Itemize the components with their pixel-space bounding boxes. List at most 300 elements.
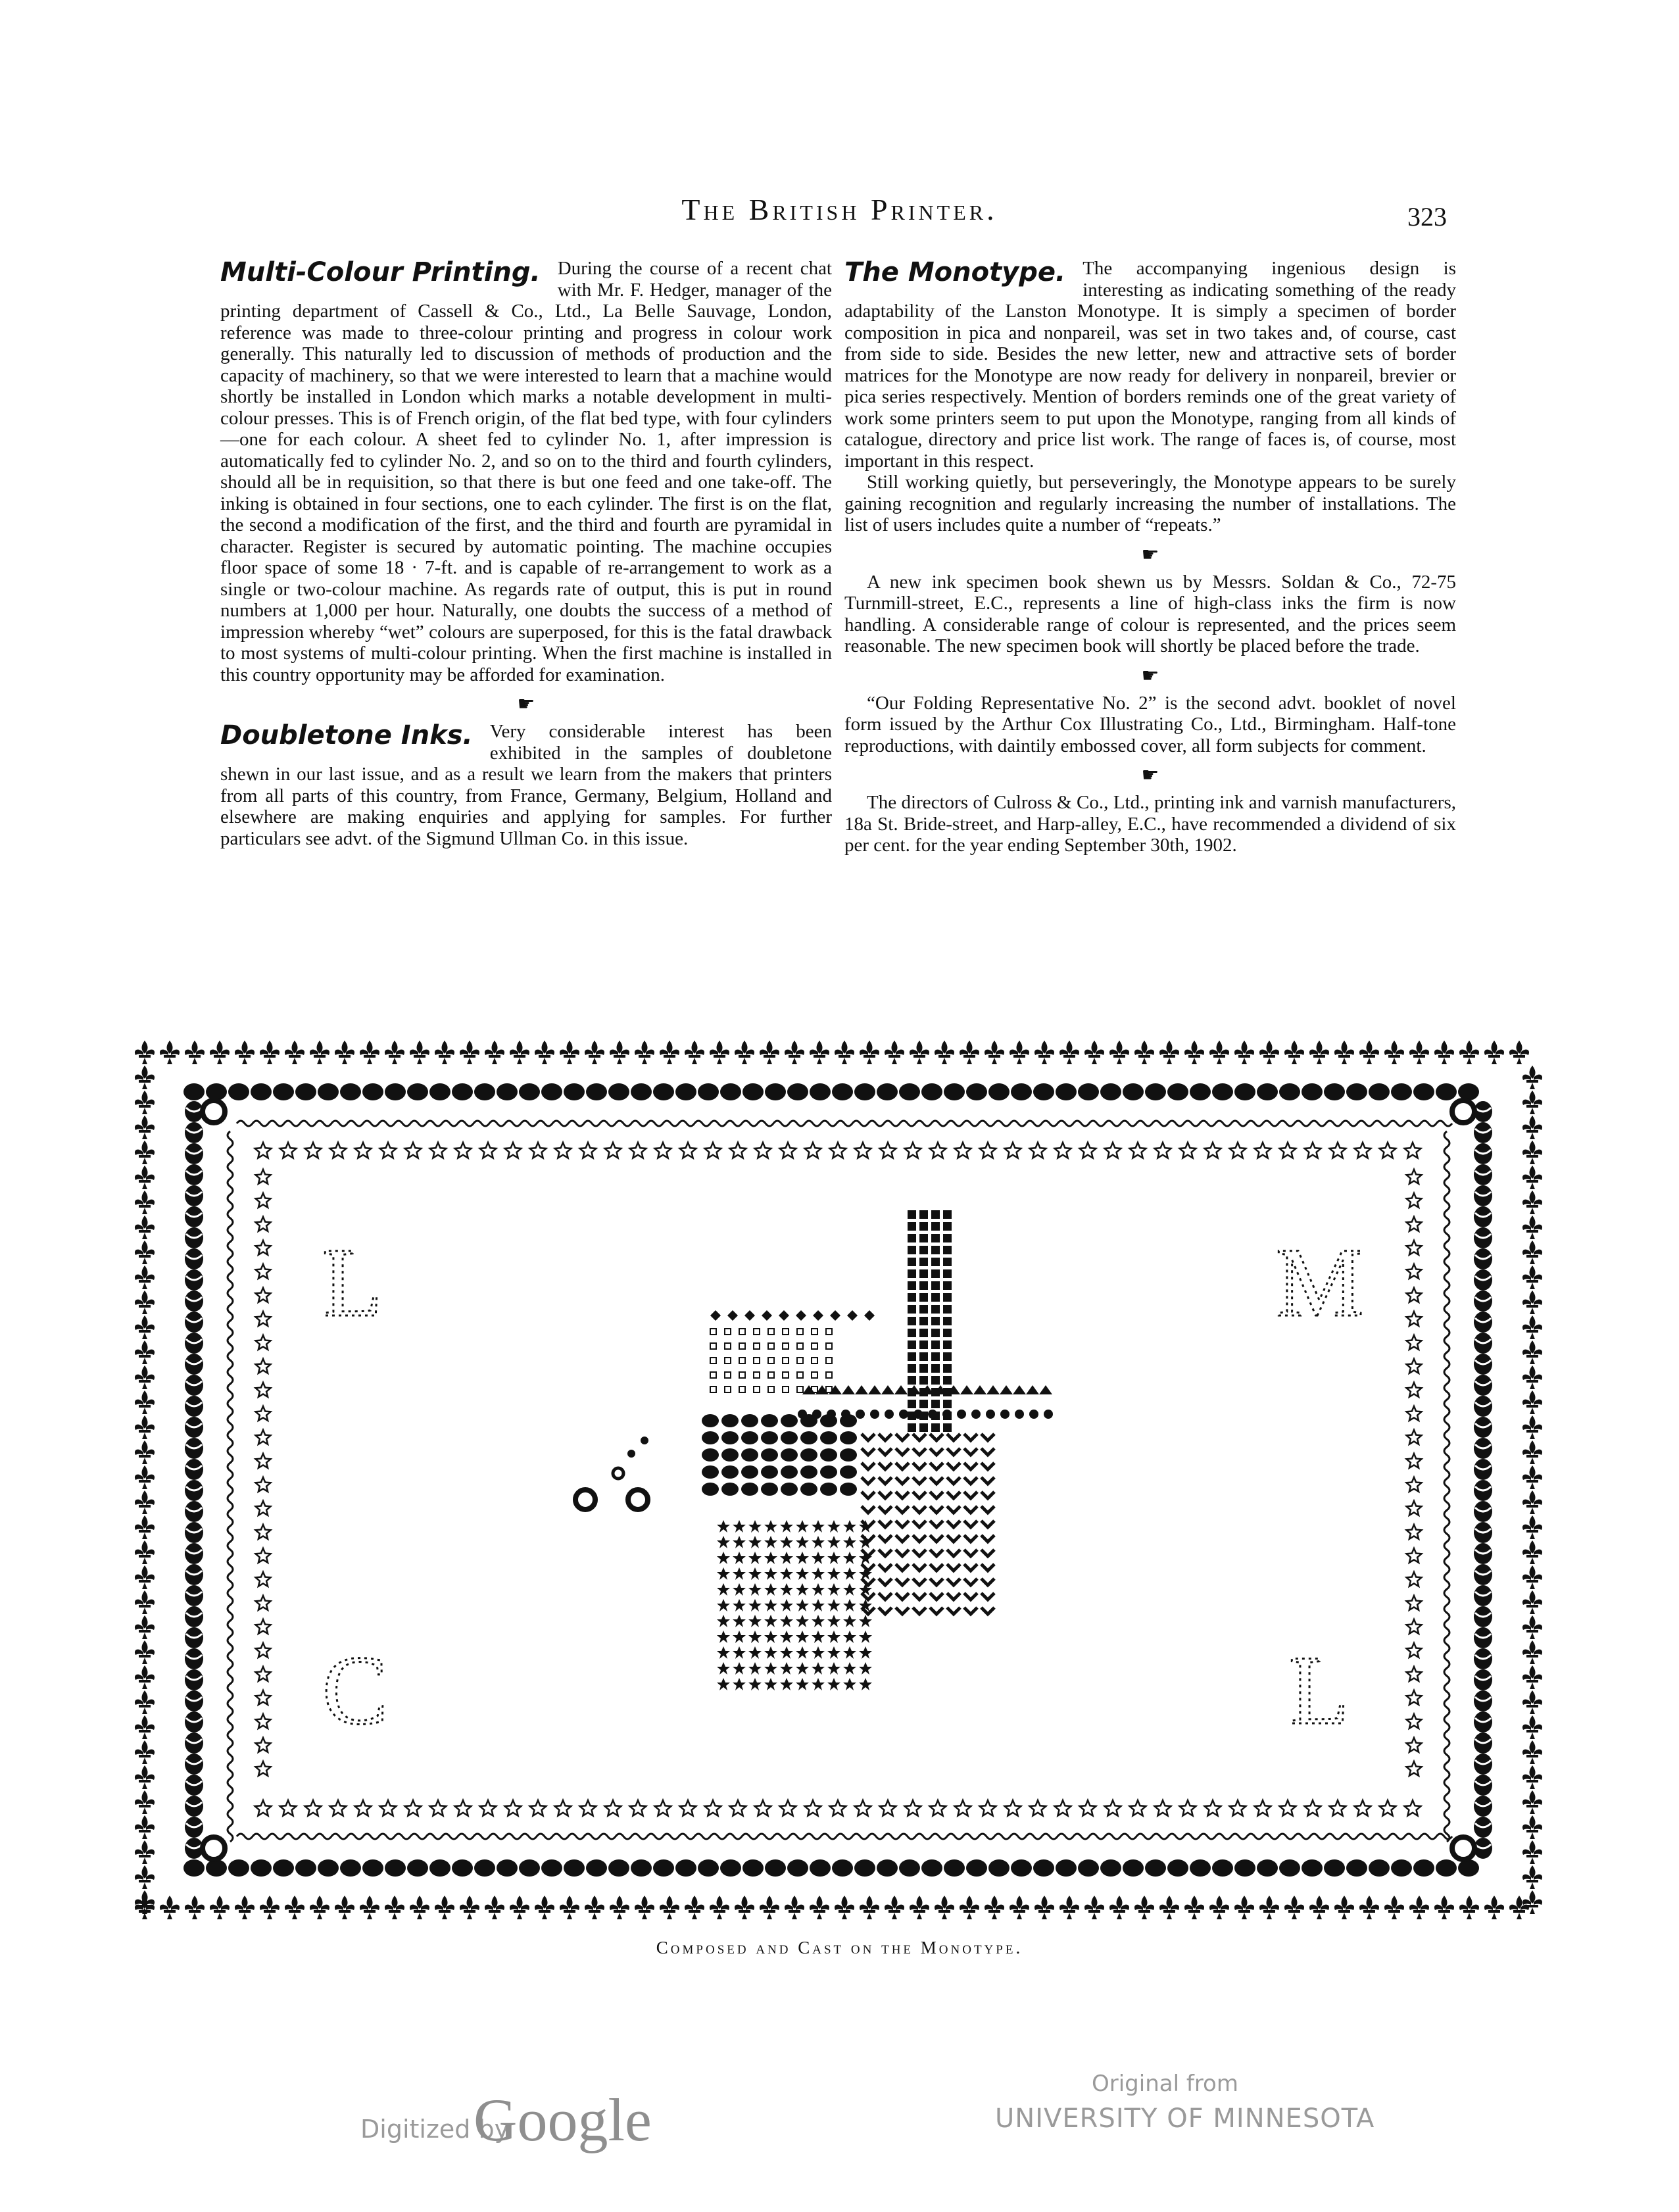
fleur-band xyxy=(1526,1380,1538,1383)
section-heading: Doubletone Inks. xyxy=(220,720,473,750)
fleur-band xyxy=(139,1455,151,1458)
fleur-de-lis-icon xyxy=(135,1690,155,1714)
fleur-de-lis-icon xyxy=(135,1840,155,1864)
chain-link xyxy=(1458,1083,1479,1100)
fleur-band xyxy=(1526,1730,1538,1733)
fleur-petal xyxy=(160,1905,168,1910)
stalk-block xyxy=(943,1376,952,1385)
beak-ring xyxy=(575,1490,595,1510)
fleur-petal xyxy=(721,1905,729,1910)
fleur-petal xyxy=(1534,1725,1542,1730)
fleur-petal xyxy=(1384,1050,1393,1055)
chevron-ornament xyxy=(913,1477,926,1484)
stalk-block xyxy=(919,1258,928,1266)
fleur-foot xyxy=(892,1058,897,1064)
stalk-block xyxy=(931,1340,940,1349)
fleur-foot xyxy=(1067,1058,1072,1064)
stalk-block xyxy=(931,1234,940,1242)
chain-link xyxy=(761,1483,778,1496)
fleur-petal xyxy=(135,1125,143,1130)
chevron-ornament xyxy=(930,1434,943,1440)
chevron-ornament xyxy=(896,1492,909,1498)
fleur-petal xyxy=(321,1050,329,1055)
fleur-petal xyxy=(685,1905,693,1910)
fleur-petal xyxy=(610,1905,618,1910)
news-item-soldan: A new ink specimen book shewn us by Messrs. Soldan & Co., 72-75 Turnmill-street, E.C., represents a line of high-class inks the firm is now handling. A considerable range of colour is represented, and the prices seem reasonable. The new specimen book will shortly be placed before the trade. xyxy=(844,571,1456,656)
fleur-de-lis-icon xyxy=(685,1041,704,1064)
fleur-band xyxy=(1526,1430,1538,1433)
fleur-band xyxy=(1388,1055,1400,1058)
fleur-petal xyxy=(1534,1475,1542,1480)
chain-link xyxy=(1190,1083,1211,1100)
star-ornament xyxy=(955,1800,971,1816)
stalk-block xyxy=(919,1364,928,1373)
fleur-band xyxy=(888,1055,900,1058)
fleur-foot xyxy=(642,1058,647,1064)
star-solid xyxy=(812,1631,825,1643)
dot-ornament xyxy=(899,1410,908,1419)
chain-link xyxy=(820,1465,837,1479)
stalk-block xyxy=(943,1222,952,1231)
chain-link xyxy=(474,1083,495,1100)
fleur-band xyxy=(1213,1055,1225,1058)
stalk-block xyxy=(919,1281,928,1290)
fleur-band xyxy=(364,1910,376,1913)
star-ornament xyxy=(405,1800,422,1816)
chain-link xyxy=(1391,1859,1412,1877)
fleur-petal xyxy=(221,1050,230,1055)
fleur-band xyxy=(414,1055,426,1058)
fleur-de-lis-icon xyxy=(810,1896,829,1919)
fleur-petal xyxy=(960,1905,968,1910)
fleur-de-lis-icon xyxy=(135,1066,155,1089)
fleur-de-lis-icon xyxy=(185,1041,205,1064)
star-ornament xyxy=(1105,1143,1121,1158)
chevron-ornament xyxy=(947,1434,960,1440)
arrow-ornament xyxy=(1026,1385,1039,1394)
fleur-de-lis-icon xyxy=(735,1896,754,1919)
fleur-foot xyxy=(867,1058,872,1064)
star-solid xyxy=(733,1552,746,1564)
square-ornament xyxy=(710,1358,716,1364)
fleur-foot xyxy=(1530,1608,1535,1614)
star-ornament xyxy=(830,1800,846,1816)
chain-link xyxy=(228,1083,249,1100)
fleur-petal xyxy=(710,1905,718,1910)
fleur-petal xyxy=(1396,1050,1404,1055)
star-ornament xyxy=(1407,1241,1422,1255)
fleur-petal xyxy=(1321,1905,1329,1910)
star-ornament xyxy=(280,1143,297,1158)
hand-fleuron-icon: ☛ xyxy=(1141,764,1159,786)
fleur-petal xyxy=(1259,1050,1268,1055)
chain-link xyxy=(1413,1859,1434,1877)
fleur-petal xyxy=(135,1500,143,1505)
fleur-petal xyxy=(360,1050,368,1055)
fleur-petal xyxy=(146,1750,155,1755)
square-ornament xyxy=(812,1358,817,1364)
star-solid xyxy=(843,1536,856,1548)
fleur-de-lis-icon xyxy=(1509,1041,1529,1064)
star-ornament xyxy=(1407,1596,1422,1610)
fleur-foot xyxy=(1117,1913,1122,1919)
fleur-band xyxy=(1526,1505,1538,1508)
article-paragraph: Very considerable interest has been exhibited in the samples of doubletone shewn in our last issue, and as a result we learn from the makers that printers from all parts of this country, from France, Germany, Belgium, Holland and elsewhere are making enquiries and applying for samples. For further particulars see advt. of the Sigmund Ullman Co. in this issue. xyxy=(220,721,832,849)
fleur-petal xyxy=(1534,1825,1542,1830)
fleur-de-lis-icon xyxy=(135,1290,155,1314)
star-solid xyxy=(843,1583,856,1596)
arrow-ornament xyxy=(881,1385,894,1394)
fleur-petal xyxy=(1409,1905,1418,1910)
stalk-block xyxy=(919,1340,928,1349)
star-ornament xyxy=(280,1800,297,1816)
chevron-ornament xyxy=(913,1564,926,1571)
fleur-band xyxy=(1526,1655,1538,1658)
fleur-petal xyxy=(296,1905,304,1910)
fleur-petal xyxy=(471,1905,479,1910)
fleur-band xyxy=(913,1055,925,1058)
fleur-band xyxy=(1488,1910,1500,1913)
fleur-de-lis-icon xyxy=(1309,1041,1329,1064)
chain-link xyxy=(741,1465,758,1479)
fleur-petal xyxy=(1234,1050,1243,1055)
fleur-petal xyxy=(135,1350,143,1355)
fleur-de-lis-icon xyxy=(135,1390,155,1414)
chain-link xyxy=(921,1083,942,1100)
fleur-foot xyxy=(1530,1433,1535,1439)
square-ornament xyxy=(783,1358,789,1364)
fleur-petal xyxy=(1534,1775,1542,1780)
chevron-ornament xyxy=(862,1492,875,1498)
fleur-de-lis-icon xyxy=(885,1896,904,1919)
fleur-de-lis-icon xyxy=(1522,1141,1542,1164)
chain-link xyxy=(608,1083,629,1100)
fleur-band xyxy=(1526,1855,1538,1857)
fleur-foot xyxy=(142,1683,147,1689)
fleur-petal xyxy=(1534,1650,1542,1655)
star-solid xyxy=(733,1615,746,1627)
fleur-petal xyxy=(346,1050,354,1055)
fleur-petal xyxy=(396,1905,404,1910)
chain-link xyxy=(702,1465,719,1479)
star-solid xyxy=(827,1583,840,1596)
chain-link xyxy=(1078,1859,1099,1877)
chevron-ornament xyxy=(862,1463,875,1469)
fleur-foot xyxy=(1530,1483,1535,1489)
fleur-petal xyxy=(971,1905,979,1910)
fleur-petal xyxy=(1346,1905,1354,1910)
fleur-petal xyxy=(146,1275,155,1280)
star-ornament xyxy=(1407,1312,1422,1326)
fleur-band xyxy=(1488,1055,1500,1058)
fleur-band xyxy=(314,1055,326,1058)
chain-link xyxy=(273,1083,294,1100)
fleur-petal xyxy=(1534,1900,1542,1905)
star-solid xyxy=(717,1599,730,1611)
fleur-foot xyxy=(442,1913,447,1919)
star-solid xyxy=(812,1520,825,1533)
fleur-band xyxy=(1063,1910,1075,1913)
chain-link xyxy=(452,1083,473,1100)
chain-link xyxy=(295,1859,316,1877)
star-ornament xyxy=(1407,1738,1422,1752)
fleur-band xyxy=(1526,1880,1538,1882)
fleur-de-lis-icon xyxy=(335,1896,354,1919)
square-ornament xyxy=(783,1343,789,1349)
fleur-band xyxy=(139,1855,151,1857)
corner-ring xyxy=(203,1837,225,1859)
fleur-petal xyxy=(1371,1050,1379,1055)
fleur-foot xyxy=(317,1058,322,1064)
fleur-de-lis-icon xyxy=(1522,1415,1542,1439)
fleur-de-lis-icon xyxy=(135,1590,155,1614)
fleur-petal xyxy=(135,1600,143,1605)
square-ornament xyxy=(783,1372,789,1378)
fleur-band xyxy=(1413,1910,1425,1913)
fleur-petal xyxy=(1296,1050,1304,1055)
fleur-foot xyxy=(1530,1558,1535,1564)
fleur-petal xyxy=(1534,1175,1542,1180)
star-ornament xyxy=(580,1800,596,1816)
fleur-foot xyxy=(1192,1913,1197,1919)
chevron-ornament xyxy=(981,1550,994,1556)
star-solid xyxy=(796,1536,809,1548)
star-solid xyxy=(764,1599,777,1611)
square-ornament xyxy=(710,1387,716,1392)
chain-link xyxy=(653,1859,674,1877)
star-ornament xyxy=(1330,1800,1346,1816)
fleur-petal xyxy=(1109,1905,1118,1910)
star-ornament xyxy=(1407,1477,1422,1492)
dot-ornament xyxy=(856,1410,865,1419)
chain-link xyxy=(1257,1859,1278,1877)
chevron-ornament xyxy=(879,1579,892,1585)
fleur-petal xyxy=(1534,1350,1542,1355)
fleur-petal xyxy=(735,1905,743,1910)
fleur-petal xyxy=(1522,1300,1531,1305)
chain-link xyxy=(1100,1859,1121,1877)
fleur-petal xyxy=(596,1905,604,1910)
chevron-ornament xyxy=(930,1492,943,1498)
star-solid xyxy=(733,1631,746,1643)
square-ornament xyxy=(754,1358,760,1364)
star-solid xyxy=(827,1662,840,1675)
fleur-band xyxy=(389,1910,401,1913)
star-ornament xyxy=(1355,1143,1371,1158)
fleur-de-lis-icon xyxy=(1434,1896,1454,1919)
fleur-band xyxy=(1526,1180,1538,1183)
square-ornament xyxy=(739,1358,745,1364)
chain-link xyxy=(1346,1859,1367,1877)
star-ornament xyxy=(980,1800,996,1816)
chain-link xyxy=(820,1431,837,1444)
section-heading: Multi-Colour Printing. xyxy=(220,257,541,287)
fleur-band xyxy=(1438,1910,1450,1913)
chain-link xyxy=(675,1083,696,1100)
chain-link xyxy=(800,1431,817,1444)
fleur-de-lis-icon xyxy=(1109,1041,1129,1064)
fleur-petal xyxy=(535,1905,543,1910)
chain-link xyxy=(1257,1083,1278,1100)
fleur-band xyxy=(938,1910,950,1913)
star-solid xyxy=(827,1567,840,1580)
fleur-foot xyxy=(1530,1508,1535,1514)
fleur-foot xyxy=(142,1757,147,1764)
chain-link xyxy=(340,1083,361,1100)
diamond-ornament xyxy=(813,1310,823,1321)
star-ornament xyxy=(855,1143,871,1158)
fleur-band xyxy=(139,1655,151,1658)
fleur-foot xyxy=(1442,1058,1447,1064)
chain-link xyxy=(1302,1083,1323,1100)
fleur-petal xyxy=(760,1050,768,1055)
chevron-ornament xyxy=(981,1535,994,1542)
fleur-petal xyxy=(1484,1905,1493,1910)
fleur-foot xyxy=(617,1913,622,1919)
fleur-petal xyxy=(1446,1050,1454,1055)
star-solid xyxy=(717,1552,730,1564)
fleur-petal xyxy=(571,1905,579,1910)
fleur-petal xyxy=(996,1905,1004,1910)
fleur-petal xyxy=(146,1325,155,1330)
fleur-petal xyxy=(1359,1050,1368,1055)
fleur-band xyxy=(139,1405,151,1408)
star-ornament xyxy=(256,1454,271,1468)
chevron-ornament xyxy=(981,1506,994,1513)
star-solid xyxy=(843,1662,856,1675)
chain-link xyxy=(702,1431,719,1444)
chevron-ornament xyxy=(964,1521,977,1527)
star-solid xyxy=(748,1678,762,1690)
fleur-band xyxy=(1088,1055,1100,1058)
fleur-petal xyxy=(135,1575,143,1580)
fleur-petal xyxy=(1521,1050,1529,1055)
square-ornament xyxy=(797,1372,803,1378)
fleur-petal xyxy=(146,1125,155,1130)
fleur-petal xyxy=(1371,1905,1379,1910)
chain-link xyxy=(1100,1083,1121,1100)
chain-link xyxy=(698,1083,719,1100)
digitized-by-label: Digitized by xyxy=(360,2115,510,2144)
fleur-petal xyxy=(296,1050,304,1055)
fleur-band xyxy=(1526,1305,1538,1308)
chevron-ornament xyxy=(896,1564,909,1571)
star-solid xyxy=(827,1552,840,1564)
fleur-petal xyxy=(1534,1600,1542,1605)
left-column xyxy=(220,258,832,849)
fleur-foot xyxy=(1367,1058,1372,1064)
fleur-petal xyxy=(771,1905,779,1910)
fleur-foot xyxy=(1530,1208,1535,1214)
fleur-de-lis-icon xyxy=(1359,1896,1379,1919)
fleur-petal xyxy=(1059,1905,1068,1910)
chevron-ornament xyxy=(879,1593,892,1600)
fleur-de-lis-icon xyxy=(1522,1840,1542,1864)
star-ornament xyxy=(505,1143,522,1158)
fleur-foot xyxy=(142,1508,147,1514)
fleur-de-lis-icon xyxy=(1384,1896,1404,1919)
star-ornament xyxy=(256,1383,271,1397)
fleur-petal xyxy=(1496,1050,1504,1055)
corner-letter-bottom-left: C xyxy=(322,1636,389,1745)
square-ornament xyxy=(783,1387,789,1392)
wave-rule-border xyxy=(228,1121,1452,1842)
chain-link xyxy=(631,1859,652,1877)
fleur-de-lis-icon xyxy=(760,1041,779,1064)
fleur-petal xyxy=(321,1905,329,1910)
star-solid xyxy=(764,1520,777,1533)
fleur-petal xyxy=(796,1905,804,1910)
fleur-petal xyxy=(1522,1175,1531,1180)
chain-link xyxy=(741,1414,758,1427)
fleur-foot xyxy=(1530,1408,1535,1414)
star-solid xyxy=(764,1615,777,1627)
fleur-foot xyxy=(842,1913,847,1919)
chain-link xyxy=(781,1414,798,1427)
fleur-foot xyxy=(1267,1913,1272,1919)
fleur-petal xyxy=(196,1905,205,1910)
fleur-petal xyxy=(1384,1905,1393,1910)
star-solid xyxy=(780,1631,793,1643)
diamond-ornament xyxy=(779,1310,789,1321)
star-ornament xyxy=(256,1193,271,1208)
fleur-de-lis-icon xyxy=(1522,1765,1542,1789)
fleur-petal xyxy=(1284,1905,1293,1910)
star-ornament xyxy=(405,1143,422,1158)
fleur-de-lis-icon xyxy=(1059,1896,1079,1919)
fleur-de-lis-icon xyxy=(785,1041,804,1064)
article-multi-colour-printing xyxy=(220,258,832,685)
star-ornament xyxy=(256,1548,271,1563)
fleur-band xyxy=(1013,1910,1025,1913)
fleur-band xyxy=(1013,1055,1025,1058)
fleur-band xyxy=(164,1055,176,1058)
chevron-ornament xyxy=(913,1593,926,1600)
chevron-ornament xyxy=(930,1448,943,1455)
chain-link xyxy=(1056,1083,1077,1100)
star-ornament xyxy=(255,1143,272,1158)
square-ornament xyxy=(739,1343,745,1349)
chevron-ornament xyxy=(947,1506,960,1513)
fleur-petal xyxy=(1522,1875,1531,1880)
fleur-petal xyxy=(1534,1075,1542,1080)
fleur-petal xyxy=(896,1050,904,1055)
star-ornament xyxy=(1407,1193,1422,1208)
fleur-foot xyxy=(142,1133,147,1139)
fleur-petal xyxy=(210,1050,218,1055)
fleur-band xyxy=(214,1055,226,1058)
fleur-band xyxy=(464,1055,475,1058)
chain-link xyxy=(407,1083,428,1100)
star-ornament xyxy=(530,1800,547,1816)
fleur-de-lis-icon xyxy=(1184,1041,1204,1064)
chain-link xyxy=(183,1859,205,1877)
chevron-ornament xyxy=(913,1579,926,1585)
chain-link xyxy=(877,1083,898,1100)
diamond-ornament xyxy=(796,1310,806,1321)
chevron-ornament xyxy=(896,1608,909,1614)
chevron-ornament xyxy=(913,1550,926,1556)
fleur-petal xyxy=(1209,1905,1218,1910)
fleur-petal xyxy=(871,1050,879,1055)
chevron-ornament xyxy=(879,1564,892,1571)
fleur-de-lis-icon xyxy=(1522,1465,1542,1489)
fleur-band xyxy=(439,1055,450,1058)
fleur-petal xyxy=(710,1050,718,1055)
stalk-block xyxy=(931,1352,940,1361)
hand-fleuron-icon: ☛ xyxy=(517,693,535,715)
star-solid xyxy=(748,1662,762,1675)
